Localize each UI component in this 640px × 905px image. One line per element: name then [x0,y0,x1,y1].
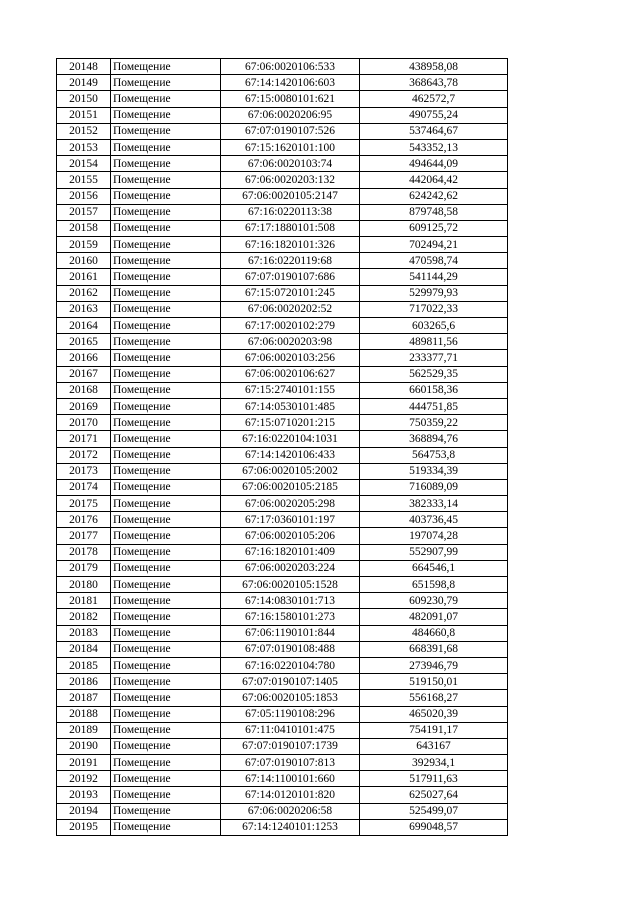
cadastral-value-cell: 484660,8 [360,625,508,641]
object-type-cell: Помещение [111,75,221,91]
row-number-cell: 20178 [57,544,111,560]
table-row [57,755,508,771]
cadastral-value-cell: 489811,56 [360,334,508,350]
table-row [57,220,508,236]
object-type-cell: Помещение [111,447,221,463]
cadastral-number-cell: 67:06:0020105:1853 [221,690,360,706]
row-number-cell: 20166 [57,350,111,366]
table-row [57,625,508,641]
object-type-cell: Помещение [111,641,221,657]
cadastral-value-cell: 482091,07 [360,609,508,625]
cadastral-number-cell: 67:16:1820101:326 [221,237,360,253]
row-number-cell: 20185 [57,657,111,673]
table-row [57,139,508,155]
object-type-cell: Помещение [111,738,221,754]
object-type-cell: Помещение [111,431,221,447]
row-number-cell: 20159 [57,237,111,253]
row-number-cell: 20182 [57,609,111,625]
cadastral-number-cell: 67:06:0020203:224 [221,560,360,576]
cadastral-value-cell: 525499,07 [360,803,508,819]
row-number-cell: 20190 [57,738,111,754]
row-number-cell: 20156 [57,188,111,204]
object-type-cell: Помещение [111,609,221,625]
table-row [57,819,508,835]
row-number-cell: 20171 [57,431,111,447]
object-type-cell: Помещение [111,787,221,803]
cadastral-number-cell: 67:07:0190107:1405 [221,674,360,690]
table-row [57,188,508,204]
table-row [57,657,508,673]
object-type-cell: Помещение [111,803,221,819]
cadastral-number-cell: 67:06:0020103:256 [221,350,360,366]
object-type-cell: Помещение [111,285,221,301]
row-number-cell: 20177 [57,528,111,544]
cadastral-number-cell: 67:17:1880101:508 [221,220,360,236]
object-type-cell: Помещение [111,674,221,690]
cadastral-value-cell: 438958,08 [360,59,508,75]
cadastral-number-cell: 67:15:2740101:155 [221,382,360,398]
table-row [57,91,508,107]
cadastral-number-cell: 67:15:0080101:621 [221,91,360,107]
cadastral-number-cell: 67:06:0020106:627 [221,366,360,382]
row-number-cell: 20187 [57,690,111,706]
object-type-cell: Помещение [111,398,221,414]
cadastral-value-cell: 462572,7 [360,91,508,107]
table-row [57,398,508,414]
table-row [57,512,508,528]
cadastral-number-cell: 67:06:0020206:58 [221,803,360,819]
table-row [57,771,508,787]
cadastral-number-cell: 67:06:0020203:132 [221,172,360,188]
table-row [57,528,508,544]
object-type-cell: Помещение [111,415,221,431]
table-row [57,59,508,75]
table-row [57,204,508,220]
cadastral-value-cell: 517911,63 [360,771,508,787]
object-type-cell: Помещение [111,156,221,172]
row-number-cell: 20151 [57,107,111,123]
cadastral-value-cell: 444751,85 [360,398,508,414]
table-row [57,560,508,576]
object-type-cell: Помещение [111,301,221,317]
object-type-cell: Помещение [111,819,221,835]
object-type-cell: Помещение [111,706,221,722]
row-number-cell: 20172 [57,447,111,463]
cadastral-number-cell: 67:15:0710201:215 [221,415,360,431]
cadastral-value-cell: 609230,79 [360,593,508,609]
table-row [57,334,508,350]
table-row [57,431,508,447]
table-row [57,803,508,819]
cadastral-value-cell: 625027,64 [360,787,508,803]
table-row [57,722,508,738]
cadastral-value-cell: 651598,8 [360,577,508,593]
cadastral-value-cell: 664546,1 [360,560,508,576]
cadastral-value-cell: 494644,09 [360,156,508,172]
cadastral-value-cell: 668391,68 [360,641,508,657]
cadastral-number-cell: 67:16:0220104:780 [221,657,360,673]
cadastral-number-cell: 67:07:0190107:1739 [221,738,360,754]
cadastral-value-cell: 368643,78 [360,75,508,91]
table-row [57,301,508,317]
table-row [57,123,508,139]
row-number-cell: 20188 [57,706,111,722]
cadastral-number-cell: 67:16:1580101:273 [221,609,360,625]
object-type-cell: Помещение [111,463,221,479]
cadastral-value-cell: 403736,45 [360,512,508,528]
row-number-cell: 20162 [57,285,111,301]
table-row [57,269,508,285]
table-body [57,59,508,836]
cadastral-number-cell: 67:14:1240101:1253 [221,819,360,835]
table-row [57,674,508,690]
table-row [57,285,508,301]
object-type-cell: Помещение [111,253,221,269]
row-number-cell: 20173 [57,463,111,479]
cadastral-value-cell: 537464,67 [360,123,508,139]
object-type-cell: Помещение [111,188,221,204]
row-number-cell: 20189 [57,722,111,738]
cadastral-number-cell: 67:16:1820101:409 [221,544,360,560]
table-row [57,253,508,269]
row-number-cell: 20149 [57,75,111,91]
cadastral-number-cell: 67:14:0830101:713 [221,593,360,609]
cadastral-number-cell: 67:16:0220119:68 [221,253,360,269]
row-number-cell: 20152 [57,123,111,139]
object-type-cell: Помещение [111,657,221,673]
cadastral-number-cell: 67:16:0220113:38 [221,204,360,220]
object-type-cell: Помещение [111,220,221,236]
row-number-cell: 20195 [57,819,111,835]
cadastral-number-cell: 67:14:0530101:485 [221,398,360,414]
object-type-cell: Помещение [111,755,221,771]
cadastral-value-cell: 624242,62 [360,188,508,204]
property-registry-table [56,58,508,836]
row-number-cell: 20183 [57,625,111,641]
row-number-cell: 20184 [57,641,111,657]
cadastral-value-cell: 490755,24 [360,107,508,123]
cadastral-number-cell: 67:07:0190108:488 [221,641,360,657]
object-type-cell: Помещение [111,690,221,706]
cadastral-value-cell: 564753,8 [360,447,508,463]
table-row [57,706,508,722]
cadastral-value-cell: 541144,29 [360,269,508,285]
object-type-cell: Помещение [111,544,221,560]
row-number-cell: 20153 [57,139,111,155]
table-row [57,350,508,366]
row-number-cell: 20175 [57,496,111,512]
cadastral-number-cell: 67:17:0360101:197 [221,512,360,528]
cadastral-number-cell: 67:07:0190107:686 [221,269,360,285]
object-type-cell: Помещение [111,382,221,398]
cadastral-number-cell: 67:14:1420106:603 [221,75,360,91]
cadastral-number-cell: 67:11:0410101:475 [221,722,360,738]
cadastral-value-cell: 750359,22 [360,415,508,431]
row-number-cell: 20164 [57,318,111,334]
object-type-cell: Помещение [111,512,221,528]
cadastral-value-cell: 273946,79 [360,657,508,673]
cadastral-number-cell: 67:06:1190101:844 [221,625,360,641]
row-number-cell: 20194 [57,803,111,819]
row-number-cell: 20148 [57,59,111,75]
cadastral-number-cell: 67:06:0020105:2185 [221,479,360,495]
cadastral-value-cell: 879748,58 [360,204,508,220]
table-row [57,382,508,398]
row-number-cell: 20181 [57,593,111,609]
cadastral-number-cell: 67:06:0020106:533 [221,59,360,75]
object-type-cell: Помещение [111,350,221,366]
cadastral-value-cell: 716089,09 [360,479,508,495]
cadastral-number-cell: 67:06:0020105:2002 [221,463,360,479]
cadastral-value-cell: 465020,39 [360,706,508,722]
cadastral-value-cell: 233377,71 [360,350,508,366]
row-number-cell: 20154 [57,156,111,172]
cadastral-value-cell: 368894,76 [360,431,508,447]
object-type-cell: Помещение [111,528,221,544]
table-row [57,641,508,657]
row-number-cell: 20158 [57,220,111,236]
table-row [57,479,508,495]
table-row [57,609,508,625]
object-type-cell: Помещение [111,560,221,576]
table-row [57,366,508,382]
cadastral-number-cell: 67:15:1620101:100 [221,139,360,155]
object-type-cell: Помещение [111,107,221,123]
row-number-cell: 20150 [57,91,111,107]
row-number-cell: 20179 [57,560,111,576]
cadastral-value-cell: 562529,35 [360,366,508,382]
table-row [57,415,508,431]
cadastral-number-cell: 67:06:0020205:298 [221,496,360,512]
object-type-cell: Помещение [111,593,221,609]
object-type-cell: Помещение [111,625,221,641]
row-number-cell: 20191 [57,755,111,771]
object-type-cell: Помещение [111,139,221,155]
object-type-cell: Помещение [111,366,221,382]
table-row [57,544,508,560]
table-row [57,447,508,463]
table-row [57,107,508,123]
cadastral-value-cell: 519334,39 [360,463,508,479]
cadastral-number-cell: 67:06:0020103:74 [221,156,360,172]
table-row [57,738,508,754]
table-row [57,172,508,188]
cadastral-number-cell: 67:06:0020105:206 [221,528,360,544]
cadastral-number-cell: 67:14:0120101:820 [221,787,360,803]
object-type-cell: Помещение [111,722,221,738]
cadastral-value-cell: 442064,42 [360,172,508,188]
table-row [57,156,508,172]
table-row [57,690,508,706]
cadastral-value-cell: 717022,33 [360,301,508,317]
cadastral-value-cell: 609125,72 [360,220,508,236]
row-number-cell: 20161 [57,269,111,285]
row-number-cell: 20155 [57,172,111,188]
row-number-cell: 20186 [57,674,111,690]
object-type-cell: Помещение [111,172,221,188]
table-row [57,75,508,91]
cadastral-value-cell: 552907,99 [360,544,508,560]
cadastral-number-cell: 67:17:0020102:279 [221,318,360,334]
object-type-cell: Помещение [111,771,221,787]
cadastral-number-cell: 67:06:0020203:98 [221,334,360,350]
table-row [57,577,508,593]
cadastral-value-cell: 556168,27 [360,690,508,706]
cadastral-number-cell: 67:14:1420106:433 [221,447,360,463]
cadastral-number-cell: 67:16:0220104:1031 [221,431,360,447]
cadastral-number-cell: 67:06:0020206:95 [221,107,360,123]
cadastral-number-cell: 67:05:1190108:296 [221,706,360,722]
object-type-cell: Помещение [111,123,221,139]
table-row [57,496,508,512]
row-number-cell: 20165 [57,334,111,350]
cadastral-value-cell: 519150,01 [360,674,508,690]
row-number-cell: 20180 [57,577,111,593]
row-number-cell: 20193 [57,787,111,803]
cadastral-number-cell: 67:06:0020105:1528 [221,577,360,593]
cadastral-number-cell: 67:06:0020202:52 [221,301,360,317]
cadastral-value-cell: 754191,17 [360,722,508,738]
table-row [57,463,508,479]
object-type-cell: Помещение [111,59,221,75]
cadastral-number-cell: 67:06:0020105:2147 [221,188,360,204]
cadastral-number-cell: 67:07:0190107:813 [221,755,360,771]
row-number-cell: 20169 [57,398,111,414]
object-type-cell: Помещение [111,318,221,334]
table-row [57,593,508,609]
cadastral-value-cell: 470598,74 [360,253,508,269]
object-type-cell: Помещение [111,479,221,495]
row-number-cell: 20160 [57,253,111,269]
row-number-cell: 20163 [57,301,111,317]
cadastral-value-cell: 392934,1 [360,755,508,771]
object-type-cell: Помещение [111,577,221,593]
row-number-cell: 20174 [57,479,111,495]
cadastral-number-cell: 67:15:0720101:245 [221,285,360,301]
object-type-cell: Помещение [111,204,221,220]
row-number-cell: 20176 [57,512,111,528]
cadastral-number-cell: 67:14:1100101:660 [221,771,360,787]
table-row [57,787,508,803]
row-number-cell: 20170 [57,415,111,431]
cadastral-value-cell: 529979,93 [360,285,508,301]
cadastral-value-cell: 643167 [360,738,508,754]
cadastral-value-cell: 382333,14 [360,496,508,512]
object-type-cell: Помещение [111,269,221,285]
cadastral-value-cell: 702494,21 [360,237,508,253]
cadastral-number-cell: 67:07:0190107:526 [221,123,360,139]
object-type-cell: Помещение [111,334,221,350]
row-number-cell: 20192 [57,771,111,787]
object-type-cell: Помещение [111,237,221,253]
object-type-cell: Помещение [111,91,221,107]
cadastral-value-cell: 543352,13 [360,139,508,155]
row-number-cell: 20168 [57,382,111,398]
cadastral-value-cell: 603265,6 [360,318,508,334]
table-row [57,237,508,253]
cadastral-value-cell: 197074,28 [360,528,508,544]
cadastral-value-cell: 660158,36 [360,382,508,398]
row-number-cell: 20167 [57,366,111,382]
object-type-cell: Помещение [111,496,221,512]
table-row [57,318,508,334]
cadastral-value-cell: 699048,57 [360,819,508,835]
row-number-cell: 20157 [57,204,111,220]
